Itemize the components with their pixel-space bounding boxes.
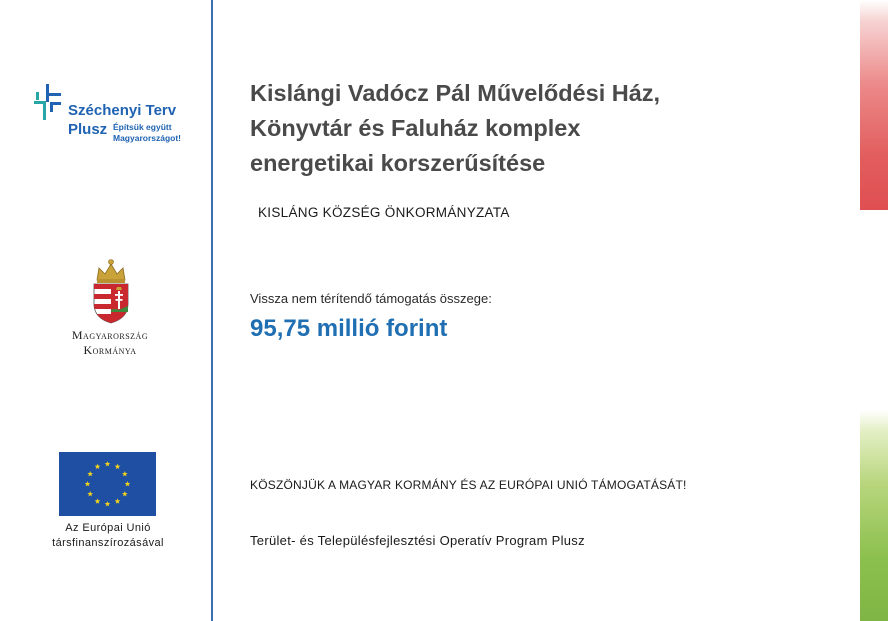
szechenyi-title: Széchenyi Terv [68, 102, 177, 119]
szechenyi-slogan [113, 122, 181, 144]
support-amount-label: Vissza nem térítendő támogatás összege: [250, 291, 492, 306]
beneficiary-name: KISLÁNG KÖZSÉG ÖNKORMÁNYZATA [258, 205, 510, 220]
project-title-line-3: energetikai korszerűsítése [250, 150, 546, 176]
vertical-divider [211, 0, 213, 621]
support-amount-value: 95,75 millió forint [250, 315, 448, 342]
government-line-1: Magyarország [71, 328, 149, 342]
government-line-2: Kormánya [83, 343, 137, 357]
project-title [250, 76, 810, 181]
government-label [40, 328, 180, 358]
szechenyi-plus: Plusz [68, 121, 108, 138]
eu-line-2: társfinanszírozásával [52, 537, 164, 549]
programme-name: Terület- és Településfejlesztési Operatív Program Plusz [250, 533, 585, 548]
hungarian-coat-of-arms-icon [89, 258, 133, 324]
project-title-line-2: Könyvtár és Faluház komplex [250, 115, 581, 141]
eu-cofinancing-label [30, 521, 186, 551]
thanks-statement: KÖSZÖNJÜK A MAGYAR KORMÁNY ÉS AZ EURÓPAI UNIÓ TÁMOGATÁSÁT! [250, 478, 687, 492]
szechenyi-cross-icon [32, 84, 64, 124]
red-accent-stripe [860, 0, 888, 210]
eu-flag-icon [59, 452, 156, 516]
slogan-line-2: Magyarországot! [113, 133, 182, 143]
project-title-line-1: Kislángi Vadócz Pál Művelődési Ház, [250, 80, 661, 106]
green-accent-stripe [860, 410, 888, 621]
slogan-line-1: Építsük együtt [113, 122, 172, 132]
szechenyi-terv-logo [32, 82, 202, 152]
eu-line-1: Az Európai Unió [65, 522, 151, 534]
